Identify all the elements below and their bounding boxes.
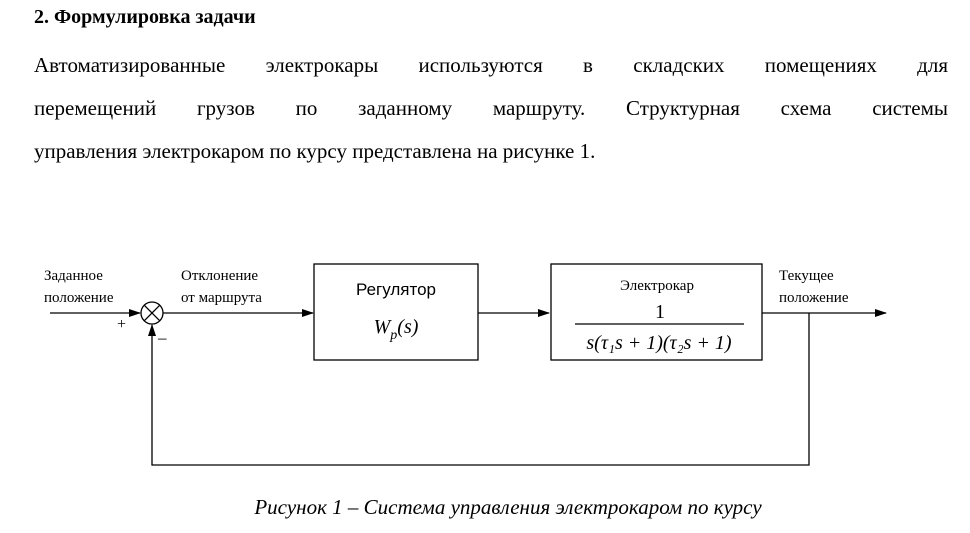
paragraph-line: управления электрокаром по курсу представлена на рисунке 1. (34, 139, 596, 163)
regulator-title: Регулятор (355, 280, 437, 299)
error-label-line1: Отклонение (181, 268, 259, 284)
output-label-line1: Текущее (779, 268, 834, 284)
plant-denominator: s(τ₁s + 1)(τ₂s + 1) (586, 332, 732, 354)
minus-sign: – (158, 328, 167, 347)
paragraph-line: Автоматизированные электрокары используются в складских помещениях для (34, 53, 948, 77)
error-label-line2: от маршрута (181, 290, 262, 306)
regulator-transfer-function: $W_p(s)$ (373, 316, 419, 343)
paragraph-line: перемещений грузов по заданному маршруту. Структурная схема системы (34, 96, 948, 120)
input-label-line2: положение (44, 290, 114, 306)
plant-title: Электрокар (620, 278, 694, 294)
plant-numerator: 1 (655, 301, 665, 323)
regulator-block (314, 264, 478, 360)
plus-sign: + (117, 316, 127, 333)
output-label-line2: положение (779, 290, 849, 306)
section-heading: 2. Формулировка задачи (34, 6, 256, 28)
input-label-line1: Заданное (44, 268, 103, 284)
figure-caption: Рисунок 1 – Система управления электрокаром по курсу (254, 495, 762, 519)
summing-junction (141, 302, 163, 324)
